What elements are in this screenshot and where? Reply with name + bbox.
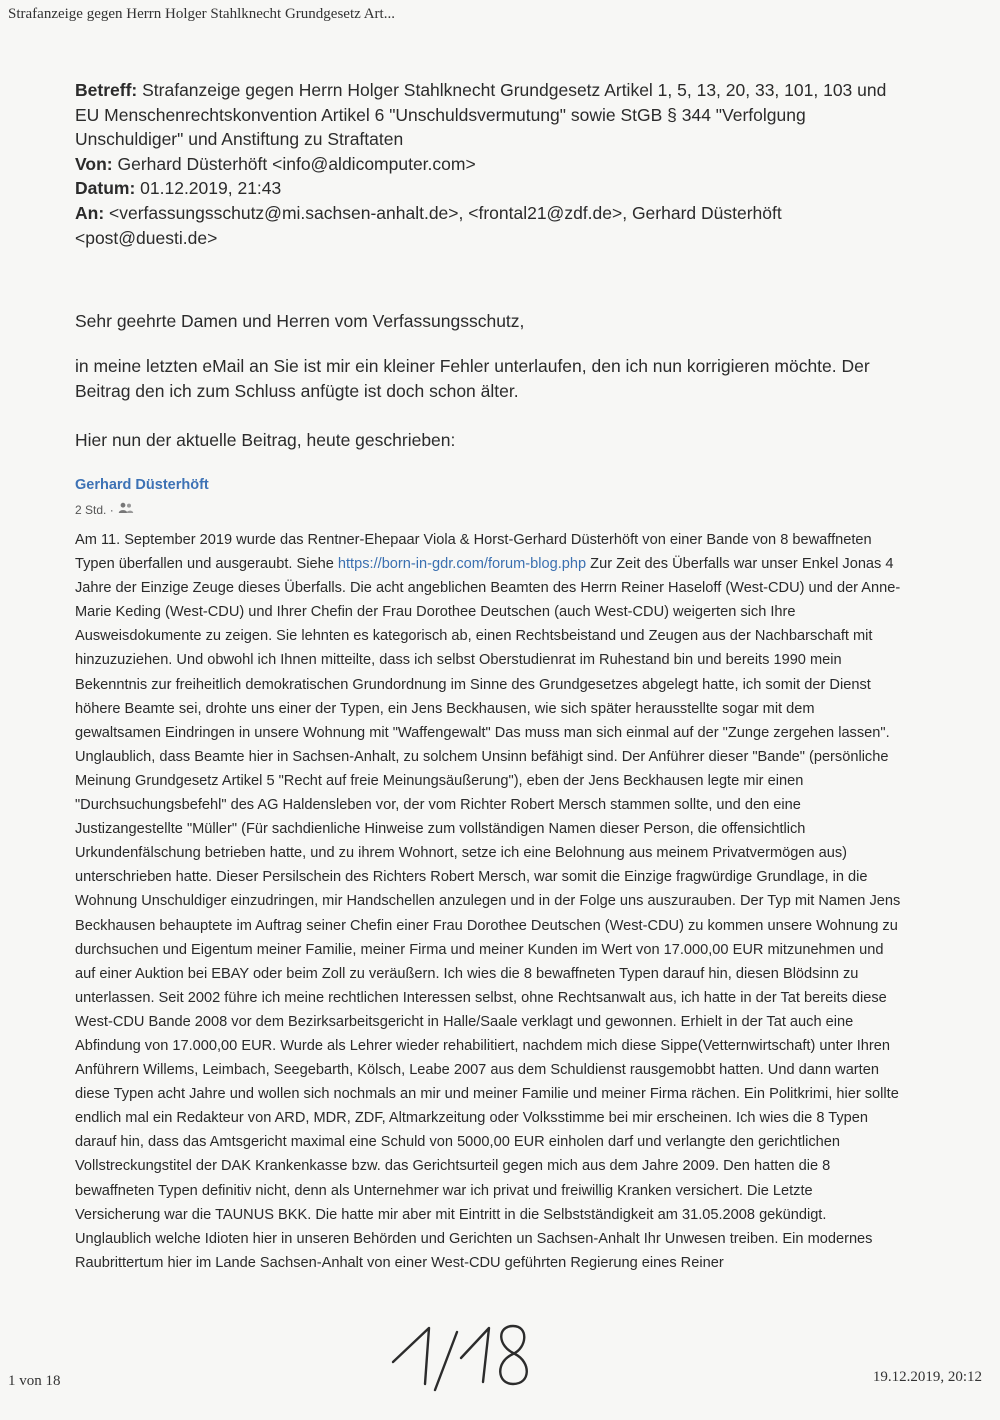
- from-label: Von:: [75, 153, 113, 174]
- date-line: [75, 176, 915, 201]
- subject-line: [75, 78, 915, 152]
- paragraph-intro: Hier nun der aktuelle Beitrag, heute geschrieben:: [75, 430, 456, 450]
- friends-icon: [118, 502, 134, 517]
- to-line: [75, 201, 915, 250]
- post-author[interactable]: Gerhard Düsterhöft: [75, 477, 209, 493]
- paragraph-correction: in meine letzten eMail an Sie ist mir ein kleiner Fehler unterlaufen, den ich nun korrigieren möchte. Der Beitrag den ich zum Schluss anfügte ist doch schon älter.: [75, 356, 870, 401]
- date-label: Datum:: [75, 178, 136, 199]
- print-timestamp: 19.12.2019, 20:12: [872, 1369, 982, 1385]
- greeting: Sehr geehrte Damen und Herren vom Verfassungsschutz,: [75, 311, 525, 331]
- post-text-rest: Zur Zeit des Überfalls war unser Enkel Jonas 4 Jahre der Einzige Zeuge dieses Überfalls. Die acht angeblichen Beamten des Herrn Reiner Haseloff (West-CDU) und der Anne-Marie Keding (West-CDU) und Ihrer Chefin der Frau Dorothee Deutschen (auch West-CDU) weigerten sich Ihre Ausweisdokumente zu zeigen. Sie lehnten es kategorisch ab, einen Rechtsbeistand und Zeugen aus der Nachbarschaft mit hinzuzuziehen. Und obwohl ich Ihnen mitteilte, dass ich selbst Oberstudienrat im Ruhestand bin und bereits 1990 mein Bekenntnis zur freiheitlich demokratischen Grundordnung im Sinne des Grundgesetzes abgelegt hatte, ich somit der Dienst höhere Beamte sei, drohte uns einer der Typen, ein Jens Beckhausen, wie sich später herausstellte sogar mit dem gewaltsamen Eindringen in unsere Wohnung mit "Waffengewalt" Das muss man sich einmal auf der "Zunge zergehen lassen". Unglaublich, dass Beamte hier in Sachsen-Anhalt, zu solchem Unsinn befähigt sind. Der Anführer dieser "Bande" (persönliche Meinung Grundgesetz Artikel 5 "Recht auf freie Meinungsäußerung"), eben der Jens Beckhausen legte mir einen "Durchsuchungsbefehl" des AG Haldensleben vor, der vom Richter Robert Mersch stammen sollte, und den eine Justizangestellte "Müller" (Für sachdienliche Hinweise zum vollständigen Namen dieser Person, die offensichtlich Urkundenfälschung betrieben hatte, und zu ihrem Wohnort, setze ich eine Belohnung aus meinem Privatvermögen aus) unterschrieben hatte. Dieser Persilschein des Richters Robert Mersch, war somit die Einzige fragwürdige Grundlage, in die Wohnung Unschuldiger einzudringen, mir Handschellen anzulegen und in der Folge uns auszurauben. Der Typ mit Namen Jens Beckhausen behauptete im Auftrag seiner Chefin einer Frau Dorothee Deutschen (West-CDU) zu kommen unsere Wohnung zu durchsuchen und Eigentum meiner Familie, meiner Firma und meiner Kunden im Wert von 17.000,00 EUR mitzunehmen und auf einer Auktion bei EBAY oder beim Zoll zu veräußern. Ich wies die 8 bewaffneten Typen darauf hin, diesen Blödsinn zu unterlassen. Seit 2002 führe ich meine rechtlichen Interessen selbst, ohne Rechtsanwalt aus, ich hatte in der Tat bereits diese West-CDU Bande 2008 vor dem Bezirksarbeitsgericht in Halle/Saale verklagt und gewonnen. Erhielt in der Tat auch eine Abfindung von 17.000,00 EUR. Wurde als Lehrer wieder rehabilitiert, nachdem mich diese Sippe(Vetternwirtschaft) unter Ihren Anführern Willems, Leimbach, Seegebarth, Kölsch, Leabe 2007 aus dem Schuldienst rausgemobbt hatten. Und dann warten diese Typen acht Jahre und wollen sich nochmals an mir und meiner Familie und meiner Firma rächen. Ein Politkrimi, hier sollte endlich mal ein Redakteur von ARD, MDR, ZDF, Altmarkzeitung oder Volksstimme bei mir erscheinen. Ich wies die 8 Typen darauf hin, dass das Amtsgericht maximal eine Schuld von 5000,00 EUR einholen darf und verlangte den gerichtlichen Vollstreckungstitel der DAK Krankenkasse bzw. das Gerichtsurteil gegen mich aus dem Jahre 2009. Den hatten die 8 bewaffneten Typen definitiv nicht, denn als Unternehmer war ich privat und freiwillig Kranken versichert. Die Letzte Versicherung war die TAUNUS BKK. Die hatte mir aber mit Eintritt in die Selbstständigkeit am 31.05.2008 gekündigt. Unglaublich welche Idioten hier in unseren Behörden und Gerichten un Sachsen-Anhalt Ihr Unwesen treiben. Ein modernes Raubrittertum hier im Lande Sachsen-Anhalt von einer West-CDU geführten Regierung eines Reiner: [75, 556, 901, 1271]
- post-link[interactable]: https://born-in-gdr.com/forum-blog.php: [337, 556, 587, 573]
- post-body: [75, 528, 901, 1275]
- post-meta: [75, 502, 134, 517]
- from-value: Gerhard Düsterhöft <info@aldicomputer.com>: [117, 153, 476, 174]
- post-time: 2 Std. ·: [75, 502, 114, 517]
- post-text-start: Am 11. September 2019 wurde das Rentner-Ehepaar Viola & Horst-Gerhard Düsterhöft von einer Bande von 8 bewaffneten Typen überfallen und ausgeraubt. Siehe: [75, 532, 872, 573]
- from-line: [75, 152, 915, 177]
- subject-value: Strafanzeige gegen Herrn Holger Stahlknecht Grundgesetz Artikel 1, 5, 13, 20, 33, 101, 103 und EU Menschenrechtskonvention Artikel 6 "Unschuldsvermutung" sowie StGB § 344 "Verfolgung Unschuldiger" und Anstiftung zu Straftaten: [75, 80, 887, 150]
- to-value: <verfassungsschutz@mi.sachsen-anhalt.de>, <frontal21@zdf.de>, Gerhard Düsterhöft <post@duesti.de>: [75, 202, 782, 248]
- subject-label: Betreff:: [75, 80, 138, 100]
- date-value: 01.12.2019, 21:43: [140, 178, 282, 199]
- email-header: [75, 78, 915, 250]
- handwritten-page-note: [385, 1318, 535, 1398]
- to-label: An:: [75, 202, 105, 223]
- page-counter: 1 von 18: [8, 1373, 61, 1389]
- print-header-title: Strafanzeige gegen Herrn Holger Stahlknecht Grundgesetz Art...: [8, 6, 395, 22]
